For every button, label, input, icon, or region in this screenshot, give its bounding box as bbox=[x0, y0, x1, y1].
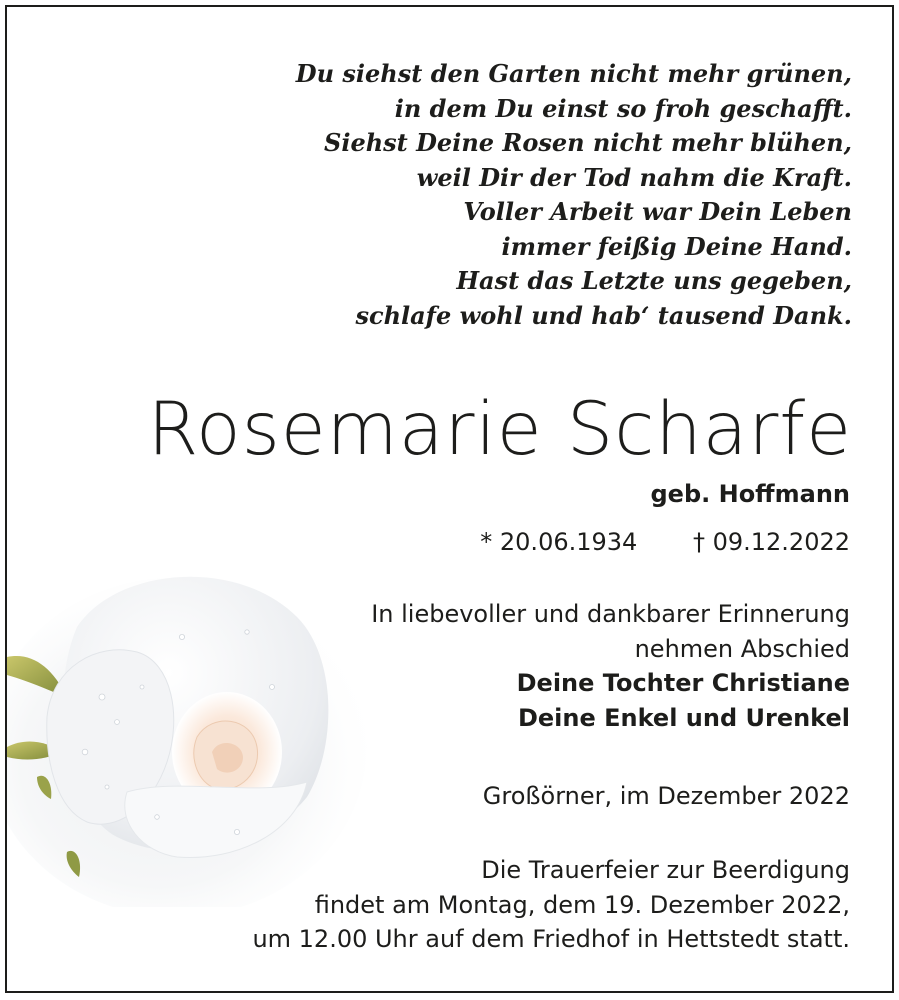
poem bbox=[252, 57, 852, 333]
deceased-name: Rosemarie Scharfe bbox=[147, 387, 852, 472]
poem-line: Siehst Deine Rosen nicht mehr blühen, bbox=[324, 128, 852, 157]
poem-line: Voller Arbeit war Dein Leben bbox=[463, 197, 852, 226]
life-dates bbox=[480, 525, 850, 559]
poem-line: weil Dir der Tod nahm die Kraft. bbox=[416, 162, 852, 192]
ceremony-line: findet am Montag, dem 19. Dezember 2022, bbox=[314, 890, 850, 919]
maiden-name: geb. Hoffmann bbox=[650, 480, 850, 508]
ceremony-line: um 12.00 Uhr auf dem Friedhof in Hettstedt statt. bbox=[252, 925, 850, 953]
obituary-frame bbox=[5, 5, 894, 993]
mourner-name: Deine Enkel und Urenkel bbox=[517, 703, 850, 732]
birth-date: * 20.06.1934 bbox=[480, 528, 638, 556]
poem-line: schlafe wohl und hab‘ tausend Dank. bbox=[355, 300, 852, 330]
place-and-date bbox=[483, 779, 850, 814]
ceremony-notice bbox=[252, 853, 850, 957]
poem-line: Hast das Letzte uns gegeben, bbox=[456, 266, 852, 295]
death-date: † 09.12.2022 bbox=[692, 528, 850, 556]
place-date-text: Großörner, im Dezember 2022 bbox=[482, 782, 850, 810]
poem-line: immer feißig Deine Hand. bbox=[501, 231, 852, 261]
mourner-name: Deine Tochter Christiane bbox=[516, 669, 850, 697]
farewell-block bbox=[371, 597, 850, 735]
poem-line: in dem Du einst so froh geschafft. bbox=[394, 93, 852, 123]
farewell-line: nehmen Abschied bbox=[634, 634, 850, 663]
farewell-line: In liebevoller und dankbarer Erinnerung bbox=[371, 600, 850, 628]
poem-line: Du siehst den Garten nicht mehr grünen, bbox=[295, 59, 852, 88]
ceremony-line: Die Trauerfeier zur Beerdigung bbox=[481, 856, 850, 884]
